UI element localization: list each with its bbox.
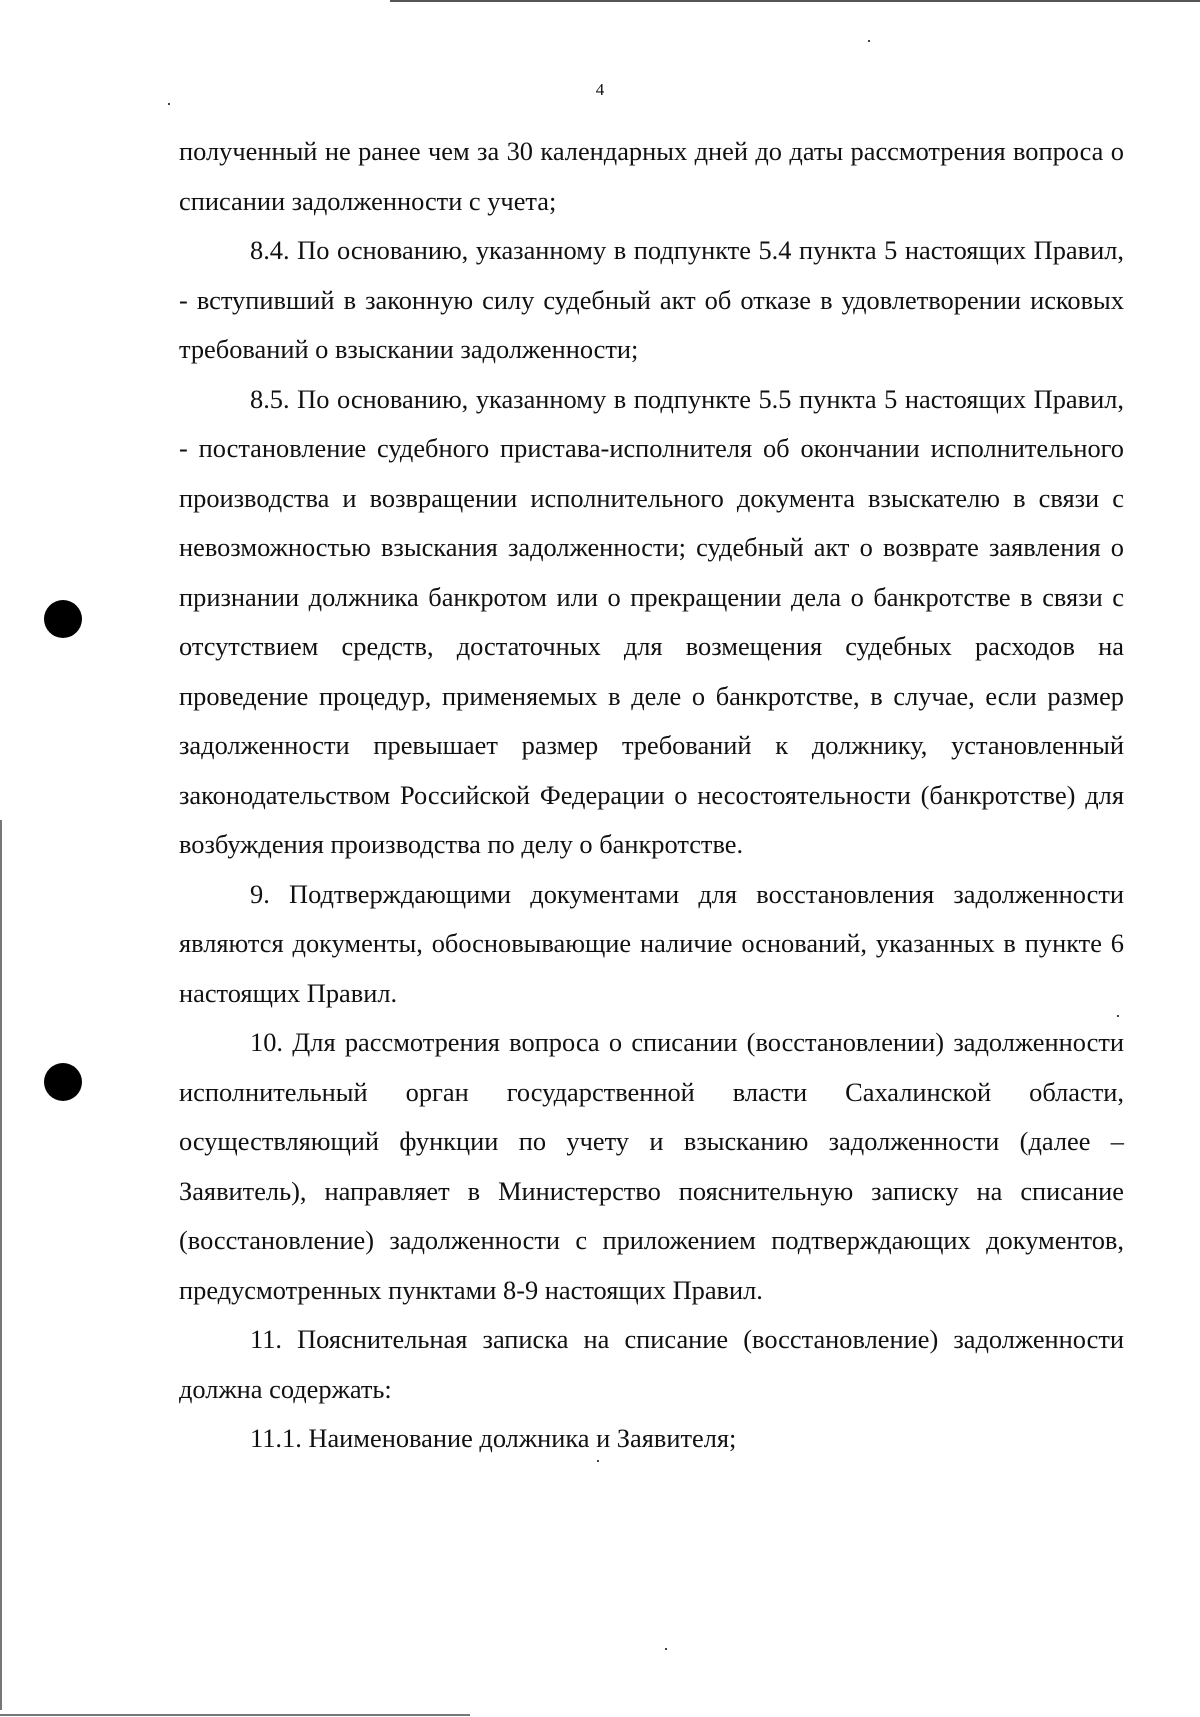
- paragraph-11: 11. Пояснительная записка на списание (восстановление) задолженности должна содержать:: [179, 1324, 1124, 1404]
- paragraph-8-4: 8.4. По основанию, указанному в подпункте 5.4 пункта 5 настоящих Правил, - вступивший в законную силу судебный акт об отказе в удовлетворении исковых требований о взыскании задолженности;: [179, 235, 1124, 364]
- scan-top-line: [390, 0, 1200, 2]
- paragraph-11-1: 11.1. Наименование должника и Заявителя;: [250, 1423, 737, 1453]
- paragraph-continuation: полученный не ранее чем за 30 календарных дней до даты рассмотрения вопроса о списании задолженности с учета;: [179, 136, 1124, 216]
- scan-left-edge-mark: [0, 820, 2, 1710]
- paragraph-8-5: 8.5. По основанию, указанному в подпункте 5.5 пункта 5 настоящих Правил, - постановление судебного пристава-исполнителя об окончании исполнительного производства и возвращении исполнительного документа взыскателю в связи с невозможностью взыскания задолженности; судебный акт о возврате заявления о признании должника банкротом или о прекращении дела о банкротстве в связи с отсутствием средств, достаточных для возмещения судебных расходов на проведение процедур, применяемых в деле о банкротстве, в случае, если размер задолженности превышает размер требований к должнику, установленный законодательством Российской Федерации о несостоятельности (банкротстве) для возбуждения производства по делу о банкротстве.: [179, 383, 1124, 859]
- scan-speck: [168, 103, 170, 105]
- punch-hole-upper: [44, 600, 82, 638]
- scan-speck: [868, 40, 870, 42]
- punch-hole-lower: [44, 1063, 82, 1101]
- page-number: 4: [595, 80, 605, 99]
- document-body: [179, 127, 1124, 1464]
- scan-bottom-line: [0, 1714, 470, 1716]
- scan-speck: [665, 1648, 667, 1650]
- paragraph-10: 10. Для рассмотрения вопроса о списании (восстановлении) задолженности исполнительный орган государственной власти Сахалинской области, осуществляющий функции по учету и взысканию задолженности (далее – Заявитель), направляет в Министерство пояснительную записку на списание (восстановление) задолженности с приложением подтверждающих документов, предусмотренных пунктами 8-9 настоящих Правил.: [179, 1027, 1124, 1305]
- paragraph-9: 9. Подтверждающими документами для восстановления задолженности являются документы, обосновывающие наличие оснований, указанных в пункте 6 настоящих Правил.: [179, 878, 1124, 1008]
